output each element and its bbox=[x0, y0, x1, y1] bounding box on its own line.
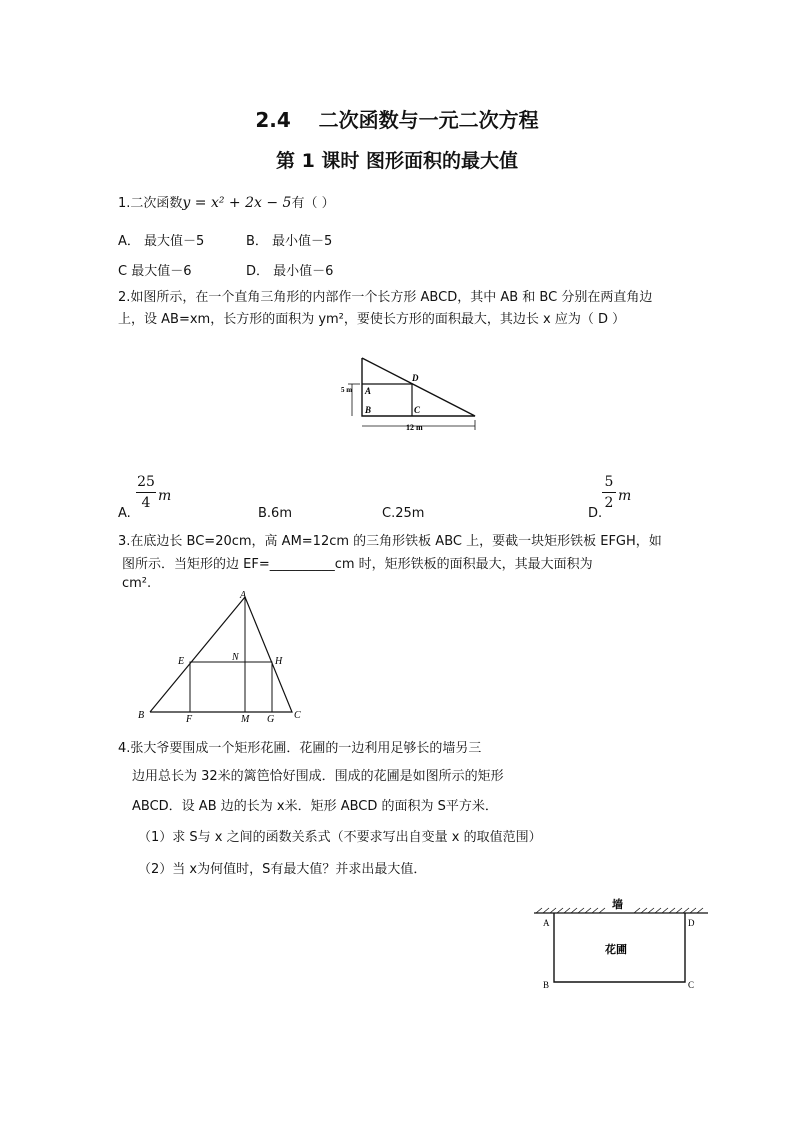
q3-line3: cm². bbox=[122, 576, 152, 591]
q2-option-d-fraction-bar bbox=[602, 492, 616, 493]
q2-line1: 2.如图所示，在一个直角三角形的内部作一个长方形 ABCD，其中 AB 和 BC 分别在两直角边 bbox=[118, 290, 653, 305]
q4-point-b: B bbox=[543, 980, 550, 990]
q2-height-label: 5 m bbox=[341, 386, 353, 394]
q4-line1: 4.张大爷要围成一个矩形花圃．花圃的一边利用足够长的墙另三 bbox=[118, 741, 482, 756]
q2-option-d-label: D. bbox=[588, 506, 603, 521]
q2-option-a-denominator: 4 bbox=[141, 495, 151, 511]
q4-point-c: C bbox=[688, 980, 695, 990]
q2-option-c: C.25m bbox=[382, 506, 425, 521]
q3-triangle-figure bbox=[132, 588, 312, 726]
section-number: 2.4 bbox=[255, 108, 291, 132]
q2-option-b: B.6m bbox=[258, 506, 292, 521]
q2-point-d: D bbox=[412, 373, 419, 383]
q2-option-a-fraction bbox=[136, 474, 156, 511]
q2-option-d-fraction bbox=[602, 474, 616, 511]
q2-option-d-denominator: 2 bbox=[604, 495, 614, 511]
q3-point-e: E bbox=[178, 656, 185, 667]
q2-option-d-unit: m bbox=[618, 488, 632, 504]
q4-wall-label: 墙 bbox=[612, 898, 623, 911]
q4-garden-figure bbox=[530, 895, 710, 995]
page-subtitle: 第 1 课时 图形面积的最大值 bbox=[275, 150, 519, 172]
q4-line2: 边用总长为 32米的篱笆恰好围成．围成的花圃是如图所示的矩形 bbox=[132, 769, 504, 784]
q3-point-c: C bbox=[294, 710, 301, 721]
q3-rectangle-efgh bbox=[190, 662, 272, 712]
q2-option-a-unit: m bbox=[158, 488, 172, 504]
q3-point-b: B bbox=[138, 710, 145, 721]
q3-point-a: A bbox=[240, 590, 247, 601]
q1-option-d: D． 最小值－6 bbox=[246, 264, 334, 279]
q2-option-d-numerator: 5 bbox=[604, 474, 614, 490]
q2-point-a: A bbox=[365, 386, 372, 396]
q3-point-f: F bbox=[186, 714, 193, 725]
q4-sub-question-1: （1）求 S与 x 之间的函数关系式（不要求写出自变量 x 的取值范围） bbox=[138, 830, 542, 845]
q4-point-a: A bbox=[543, 918, 550, 928]
q2-option-a-label: A. bbox=[118, 506, 131, 521]
q4-garden-label: 花圃 bbox=[605, 943, 627, 956]
q1-option-a: A． 最大值－5 bbox=[118, 234, 205, 249]
q1-option-c: C 最大值－6 bbox=[118, 264, 192, 279]
q1-option-b: B． 最小值－5 bbox=[246, 234, 333, 249]
q1-stem-post: 有（ ） bbox=[291, 196, 335, 211]
q2-point-b: B bbox=[365, 405, 372, 415]
q2-point-c: C bbox=[414, 405, 421, 415]
q3-point-h: H bbox=[275, 656, 283, 667]
q2-line2: 上，设 AB=xm，长方形的面积为 ym²，要使长方形的面积最大，其边长 x 应为（ D ） bbox=[118, 312, 626, 327]
q3-point-m: M bbox=[241, 714, 250, 725]
q2-width-label: 12 m bbox=[406, 423, 423, 432]
page-title bbox=[0, 104, 794, 133]
q2-option-a-numerator: 25 bbox=[137, 474, 155, 490]
q1-stem bbox=[118, 192, 335, 211]
q3-triangle-outline bbox=[150, 597, 292, 712]
q4-point-d: D bbox=[688, 918, 695, 928]
q1-stem-pre: 1.二次函数 bbox=[118, 196, 183, 211]
q3-line1: 3.在底边长 BC=20cm，高 AM=12cm 的三角形铁板 ABC 上，要截一块矩形铁板 EFGH，如 bbox=[118, 534, 662, 549]
q3-point-g: G bbox=[267, 714, 275, 725]
q1-formula: y = x² + 2x − 5 bbox=[182, 195, 292, 211]
section-title: 二次函数与一元二次方程 bbox=[318, 108, 539, 132]
q2-option-a-fraction-bar bbox=[136, 492, 156, 493]
q3-point-n: N bbox=[232, 652, 239, 663]
q2-triangle-figure bbox=[340, 350, 490, 434]
q4-sub-question-2: （2）当 x为何值时，S有最大值？并求出最大值． bbox=[138, 862, 427, 877]
q4-line3: ABCD．设 AB 边的长为 x米．矩形 ABCD 的面积为 S平方米． bbox=[132, 799, 498, 814]
q3-line2: 图所示．当矩形的边 EF=__________cm 时，矩形铁板的面积最大，其最大面积为 bbox=[122, 557, 593, 572]
